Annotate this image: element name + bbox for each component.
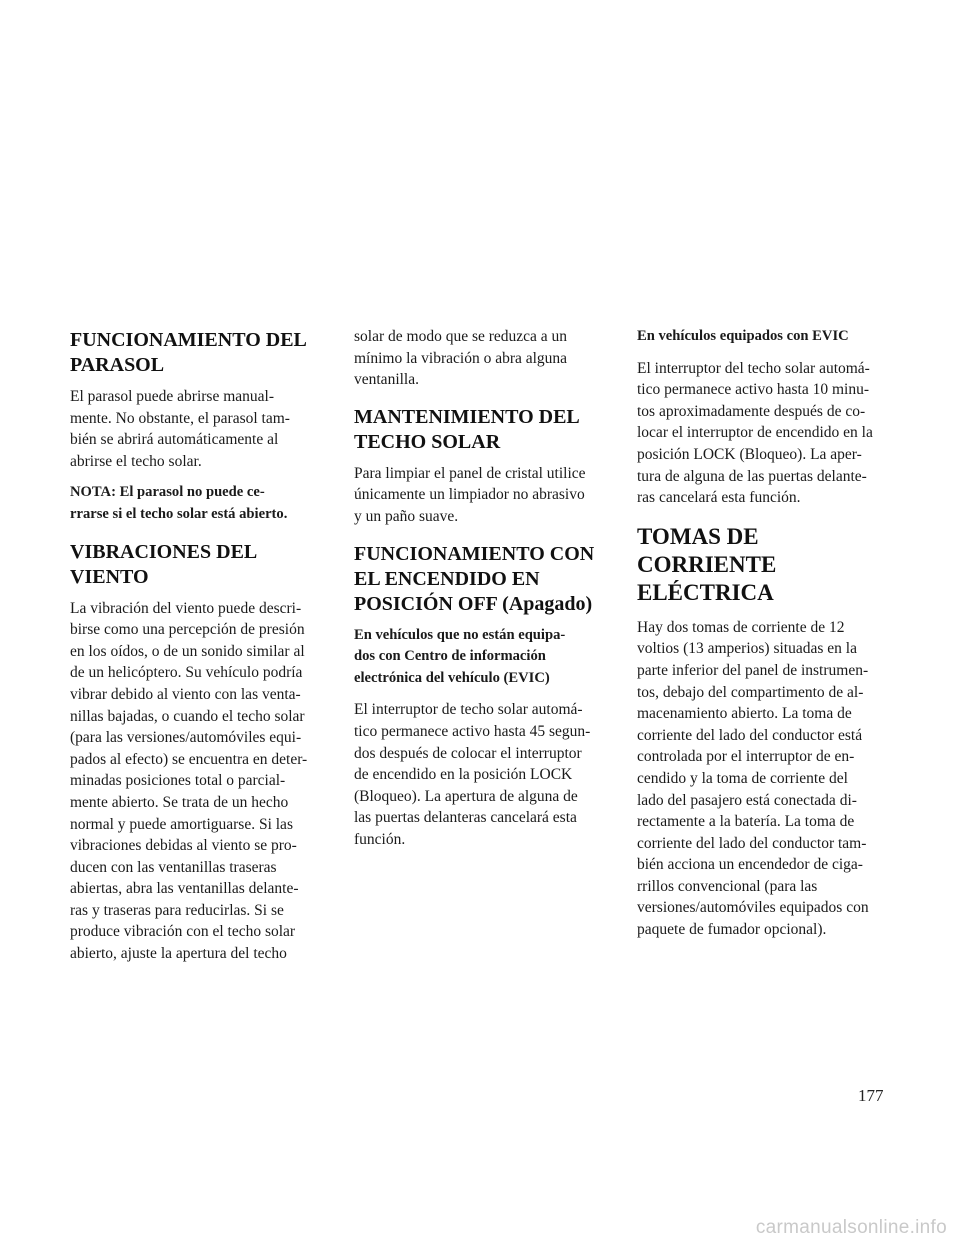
paragraph-mantenimiento: Para limpiar el panel de cristal utilice únicamente un limpiador no abrasivo y un paño suave. bbox=[354, 464, 586, 525]
paragraph-parasol: El parasol puede abrirse manual- mente. No obstante, el parasol tam- bién se abrirá automáticamente al abrirse el techo solar. bbox=[70, 388, 290, 470]
note-parasol: NOTA: El parasol no puede ce- rrarse si el techo solar está abierto. bbox=[70, 484, 288, 522]
paragraph-no-evic: El interruptor de techo solar automá- tico permanece activo hasta 45 segun- dos después de colocar el interruptor de encendido en la posición LOCK (Bloqueo). La apertura de alguna de las puertas delanteras cancelará esta función. bbox=[354, 701, 591, 848]
watermark: carmanualsonline.info bbox=[755, 1217, 947, 1238]
heading-encendido-off: FUNCIONAMIENTO CON EL ENCENDIDO EN POSICIÓN OFF (Apagado) bbox=[354, 542, 595, 615]
heading-tomas-corriente: TOMAS DE CORRIENTE ELÉCTRICA bbox=[637, 523, 777, 605]
heading-funcionamiento-parasol: FUNCIONAMIENTO DEL PARASOL bbox=[70, 329, 307, 376]
paragraph-evic: El interruptor del techo solar automá- tico permanece activo hasta 10 minu- tos aproximadamente después de co- locar el interruptor de encendido en la posición LOCK (Bloqueo). La aper- tura de alguna de las puertas delante- ras cancelará esta función. bbox=[637, 359, 873, 507]
subheading-no-evic: En vehículos que no están equipa- dos con Centro de información electrónica del vehículo (EVIC) bbox=[354, 626, 566, 686]
paragraph-vibraciones-continued: solar de modo que se reduzca a un mínimo la vibración o abra alguna ventanilla. bbox=[354, 328, 568, 389]
paragraph-vibraciones: La vibración del viento puede descri- birse como una percepción de presión en los oídos, o de un sonido similar al de un helicóptero. Su vehículo podría vibrar debido al viento con las venta- nillas bajadas, o cuando el techo solar (para las versiones/automóviles equi- pados al efecto) se encuentra en deter- minadas posiciones total o parcial- mente abierto. Se trata de un hecho normal y puede amortiguarse. Si las vibraciones debidas al viento se pro- ducen con las ventanillas traseras abiertas, abra las ventanillas delante- ras y traseras para reducirlas. Si se produce vibración con el techo solar abierto, ajuste la apertura del techo bbox=[70, 599, 308, 963]
column-left bbox=[70, 328, 318, 975]
heading-mantenimiento-techo: MANTENIMIENTO DEL TECHO SOLAR bbox=[354, 405, 580, 453]
heading-vibraciones-viento: VIBRACIONES DEL VIENTO bbox=[70, 540, 258, 588]
subheading-evic: En vehículos equipados con EVIC bbox=[637, 328, 849, 344]
page-number: 177 bbox=[858, 1086, 884, 1105]
paragraph-tomas: Hay dos tomas de corriente de 12 voltios (13 amperios) situadas en la parte inferior del panel de instrumen- tos, debajo del compartimento de al- macenamiento abierto. La toma de corriente del lado del conductor está controlada por el interruptor de en- cendido y la toma de corriente del lado del pasajero está conectada di- rectamente a la batería. La toma de corriente del lado del conductor tam- bién acciona un encendedor de ciga- rrillos convencional (para las versiones/automóviles equipados con paquete de fumador opcional). bbox=[637, 618, 869, 939]
column-middle bbox=[354, 326, 602, 861]
column-right bbox=[637, 326, 885, 951]
